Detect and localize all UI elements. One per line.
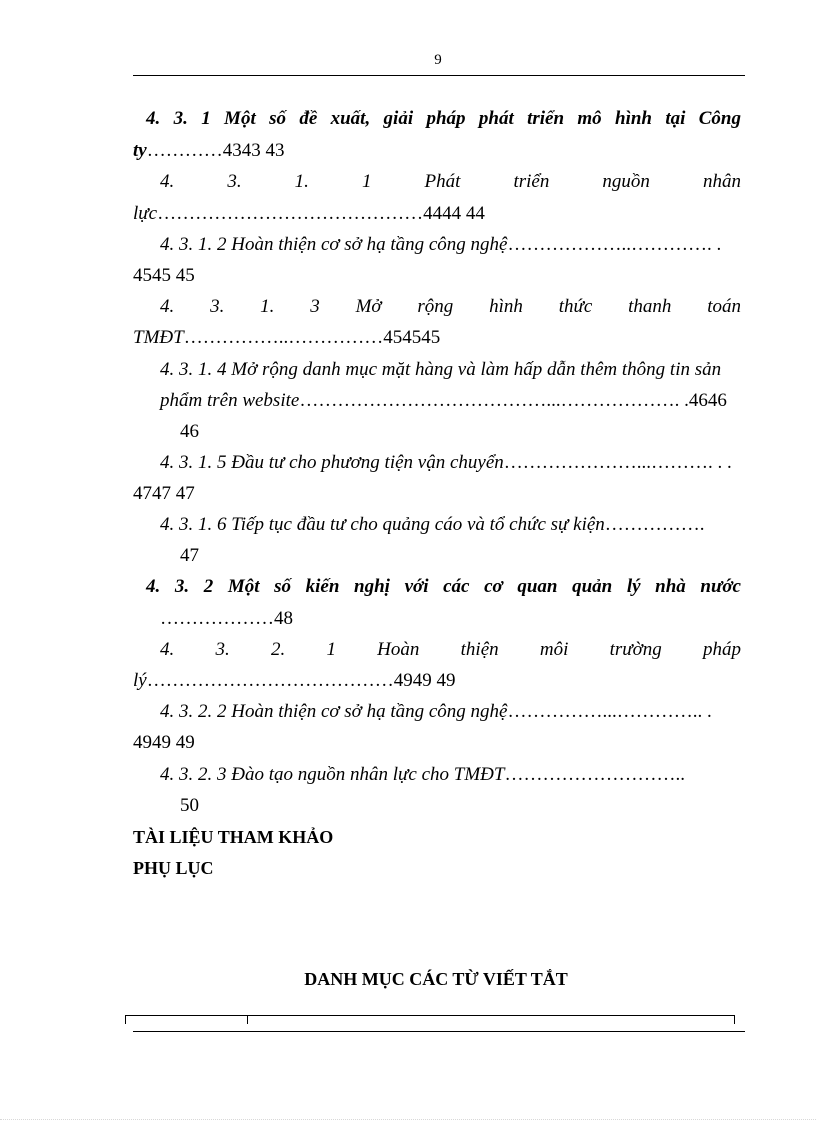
toc-entry-4-3-2[interactable]: 4. 3. 2 Một số kiến nghị với các cơ quan quản lý nhà nước — [146, 576, 741, 597]
toc-label: ty — [133, 140, 147, 161]
toc-leader-dots: …………………………………… — [157, 203, 424, 224]
toc-leader-dots: …………………...………. . . — [503, 452, 732, 473]
toc-entry-4-3-2-1-cont[interactable] — [133, 670, 455, 692]
toc-leader-dots: ………………………………… — [146, 670, 394, 691]
toc-entry-4-3-2-3[interactable] — [160, 764, 685, 786]
abbreviations-table — [125, 1015, 735, 1024]
toc-entry-4-3-1-4[interactable]: 4. 3. 1. 4 Mở rộng danh mục mặt hàng và làm hấp dẫn thêm thông tin sản — [160, 359, 722, 380]
toc-label: lực — [133, 203, 158, 224]
toc-label: lý — [133, 670, 147, 691]
toc-entry-4-3-1-3[interactable]: 4. 3. 1. 3 Mở rộng hình thức thanh toán — [160, 296, 741, 317]
toc-entry-4-3-1-4-cont[interactable] — [160, 390, 727, 412]
toc-page-number: 454545 — [383, 327, 441, 348]
toc-page-number[interactable]: 4545 45 — [133, 265, 195, 286]
toc-entry-4-3-2-cont[interactable] — [160, 608, 293, 630]
toc-entry-4-3-2-1[interactable]: 4. 3. 2. 1 Hoàn thiện môi trường pháp — [160, 639, 741, 660]
toc-entry-references[interactable]: TÀI LIỆU THAM KHẢO — [133, 827, 334, 847]
toc-label: 4. 3. 1. 6 Tiếp tục đầu tư cho quảng cáo và tổ chức sự kiện — [160, 514, 605, 535]
toc-leader-dots: ……………..…………… — [183, 327, 384, 348]
abbreviations-heading: DANH MỤC CÁC TỪ VIẾT TẮT — [304, 969, 568, 989]
toc-entry-4-3-1-cont[interactable] — [133, 140, 284, 162]
page-number: 9 — [434, 52, 442, 68]
toc-label: phẩm trên website — [160, 390, 300, 411]
toc-label: TMĐT — [133, 327, 184, 348]
toc-entry-4-3-1[interactable]: 4. 3. 1 Một số đề xuất, giải pháp phát triển mô hình tại Công — [146, 108, 741, 129]
page-bottom-border — [0, 1119, 816, 1120]
toc-label: 4. 3. 1. 5 Đầu tư cho phương tiện vận chuyển — [160, 452, 504, 473]
toc-leader-dots: ………… — [146, 140, 223, 161]
toc-label: 4. 3. 2. 3 Đào tạo nguồn nhân lực cho TMĐT — [160, 764, 505, 785]
toc-entry-4-3-1-5[interactable] — [160, 452, 732, 474]
toc-label: 4. 3. 2. 2 Hoàn thiện cơ sở hạ tầng công nghệ — [160, 701, 508, 722]
toc-leader-dots: ……………...………….. . — [507, 701, 712, 722]
toc-page-number[interactable]: 4949 49 — [133, 732, 195, 753]
toc-entry-4-3-1-3-cont[interactable] — [133, 327, 440, 349]
table-cell-border — [734, 1016, 735, 1024]
toc-entry-4-3-2-2[interactable] — [160, 701, 712, 723]
toc-leader-dots: ………………..…………. . — [507, 234, 722, 255]
toc-page-number: 4949 49 — [393, 670, 456, 691]
toc-page-number: 48 — [274, 608, 293, 629]
toc-page-number[interactable]: 46 — [180, 421, 199, 442]
toc-page-number[interactable]: 47 — [180, 545, 199, 566]
bottom-rule — [133, 1031, 745, 1032]
toc-page-number: 4646 — [688, 390, 727, 411]
toc-entry-4-3-1-2[interactable] — [160, 234, 721, 256]
toc-page-number: 4444 44 — [423, 203, 485, 224]
table-cell-border — [125, 1016, 126, 1024]
toc-page-number[interactable]: 4747 47 — [133, 483, 195, 504]
toc-entry-4-3-1-6[interactable] — [160, 514, 705, 536]
toc-leader-dots: ……………. — [604, 514, 705, 535]
toc-label: 4. 3. 1. 2 Hoàn thiện cơ sở hạ tầng công nghệ — [160, 234, 508, 255]
toc-entry-4-3-1-1-cont[interactable] — [133, 203, 485, 225]
toc-leader-dots: ……………… — [160, 608, 274, 629]
toc-entry-appendix[interactable]: PHỤ LỤC — [133, 858, 214, 878]
toc-page-number: 4343 43 — [222, 140, 285, 161]
toc-leader-dots: …………………………………...………………. . — [299, 390, 689, 411]
table-cell-border — [247, 1016, 248, 1024]
toc-leader-dots: ……………………….. — [504, 764, 685, 785]
header-rule — [133, 75, 745, 76]
toc-page-number[interactable]: 50 — [180, 795, 199, 816]
toc-entry-4-3-1-1[interactable]: 4. 3. 1. 1 Phát triển nguồn nhân — [160, 171, 741, 192]
